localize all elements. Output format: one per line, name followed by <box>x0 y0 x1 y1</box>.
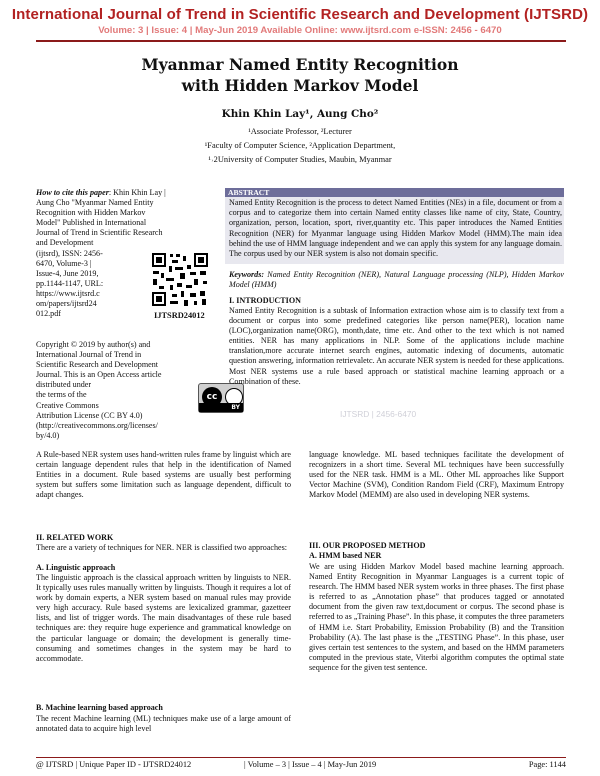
proposed-method-heading: III. OUR PROPOSED METHOD <box>309 541 426 550</box>
authors: Khin Khin Lay¹, Aung Cho² <box>221 108 379 120</box>
copyright-line: Scientific Research and Development <box>36 360 159 370</box>
copyright-line: (http://creativecommons.org/licenses/ <box>36 420 158 430</box>
abstract-heading: ABSTRACT <box>225 188 564 197</box>
cc-by-badge: BY <box>199 403 243 412</box>
header-rule <box>36 40 566 42</box>
citation-line: and Development <box>36 238 94 248</box>
copyright-line: distributed under <box>36 380 92 390</box>
ml-approach-text: The recent Machine learning (ML) techniques make use of a large amount of annotated data to acquire high level <box>36 714 291 734</box>
citation-line: Aung Cho "Myanmar Named Entity <box>36 198 154 208</box>
citation-line: : Khin Khin Lay | <box>108 188 166 197</box>
footer-middle: | Volume – 3 | Issue – 4 | May-Jun 2019 <box>244 760 377 769</box>
citation-line: Journal of Trend in Scientific Research <box>36 228 163 238</box>
citation-line: Issue-4, June 2019, <box>36 268 99 278</box>
paper-title-line-2: with Hidden Markov Model <box>181 76 419 95</box>
cc-by-license-icon <box>198 383 244 413</box>
linguistic-approach-text: The linguistic approach is the classical approach written by linguists to NER. It typically uses rules manually written by linguists. Though it requires a lot of work by domain experts, a NER system based on manual rules may provide very high accuracy. Rule based systems are lexicalized grammar, gazetteer lists, and list of trigger words. The main disadvantages of these rule based techniques are: they require huge experience and grammatical knowledge on the particular language or domain; the development is generally time-consuming and sometimes changes in the system may be hard to accommodate. <box>36 573 291 663</box>
citation-line: 012.pdf <box>36 309 61 319</box>
volume-line: Volume: 3 | Issue: 4 | May-Jun 2019 Available Online: www.ijtsrd.com e-ISSN: 2456 - 6470 <box>98 25 502 36</box>
citation-line: pp.1144-1147, URL: <box>36 278 104 288</box>
citation-line: Recognition with Hidden Markov <box>36 208 146 218</box>
ml-approach-heading: B. Machine learning based approach <box>36 703 163 712</box>
keywords-label: Keywords: <box>229 270 265 279</box>
copyright-line: Attribution License (CC BY 4.0) <box>36 410 143 420</box>
citation-line: Model" Published in International <box>36 218 147 228</box>
keywords <box>229 270 564 290</box>
linguistic-approach-heading: A. Linguistic approach <box>36 563 116 572</box>
related-work-text: There are a variety of techniques for NER. NER is classified two approaches: <box>36 543 288 552</box>
copyright-line: Journal. This is an Open Access article <box>36 370 162 380</box>
paper-id-label: IJTSRD24012 <box>154 311 205 320</box>
paper-title-line-1: Myanmar Named Entity Recognition <box>141 55 459 74</box>
citation-line: (ijtsrd), ISSN: 2456- <box>36 248 103 258</box>
related-work-heading: II. RELATED WORK <box>36 533 114 542</box>
intro-text: Named Entity Recognition is a subtask of Information extraction whose aim is to classify text from a document or corpus into some predefined categories like person name(PER), location name (LOC),organization name(ORG), month,date, time etc. And other to the text which is not named entities. NER has many applications in NLP. Some of the applications include machine translation,more accurate internet search engines, automatic indexing of documents, automatic question answering, information retrievaletc. An accurate NER system is needed for these applications. Most NER systems use a rule based approach or statistical machine learning approach or a Combination of these. <box>229 306 564 386</box>
footer-page: Page: 1144 <box>528 760 566 769</box>
copyright-line: Creative Commons <box>36 400 99 410</box>
intro-heading: I. INTRODUCTION <box>229 296 301 305</box>
footer-rule <box>36 757 566 758</box>
citation-line: 6470, Volume-3 | <box>36 258 92 268</box>
copyright-line: Copyright © 2019 by author(s) and <box>36 340 151 349</box>
affiliation-line-2: ¹Faculty of Computer Science, ²Application Department, <box>204 141 396 150</box>
keywords-text: Named Entity Recognition (NER), Natural Language processing (NLP), Hidden Markov Model (HMM) <box>229 270 564 290</box>
watermark: IJTSRD | 2456-6470 <box>340 409 417 419</box>
abstract-text: Named Entity Recognition is the process to detect Named Entities (NEs) in a file, document or from a corpus and to categorize them into certain Named entity classes like name of city, State, Country, organization, person, location, sport, river,quantity etc. This paper introduces the Named Entities Recognition (NER) for Myanmar language using Hidden Markov Model (HMM).The main idea behind the use of HMM language independent and we can apply this system for any language domain. The corpus used by our NER system is also not domain specific. <box>229 198 562 259</box>
paper-title <box>0 54 600 96</box>
affiliation-line-1: ¹Associate Professor, ²Lecturer <box>248 127 352 136</box>
affiliation-line-3: ¹˒2University of Computer Studies, Maubin, Myanmar <box>208 155 392 164</box>
footer-left: @ IJTSRD | Unique Paper ID - IJTSRD24012 <box>36 760 192 769</box>
citation-line: om/papers/ijtsrd24 <box>36 299 97 309</box>
copyright-line: by/4.0) <box>36 430 60 440</box>
copyright-line: International Journal of Trend in <box>36 350 142 360</box>
ml-techniques-paragraph: language knowledge. ML based techniques facilitate the development of recognizers in a short time. Several ML techniques have been successfully used for the NER task. HMM is a ML. Other ML approaches like Support Vector Machine (SVM), Condition Random Field (CRF), Maximum Entropy Markov Model (MEMM) are also used in developing NER systems. <box>309 450 564 500</box>
copyright-line: the terms of the <box>36 390 87 400</box>
journal-title: International Journal of Trend in Scientific Research and Development (IJTSRD) <box>11 6 589 23</box>
rule-based-paragraph: A Rule-based NER system uses hand-written rules frame by linguist which are certain language dependent rules that help in the identification of Named Entities in a document. Rule based systems are usually best performing system but suffers some limitation such as language dependent, difficult to adapt changes. <box>36 450 291 500</box>
hmm-ner-heading: A. HMM based NER <box>309 551 382 560</box>
citation-line: https://www.ijtsrd.c <box>36 288 100 298</box>
cc-logo-icon: cc <box>202 387 222 407</box>
hmm-ner-text: We are using Hidden Markov Model based machine learning approach. Named Entity Recognition in Myanmar Languages is a current topic of research. The HMM based NER system works in three phases. The first phase is referred to as „Annotation phase” that produces tagged or annotated document from the given raw text,document or corpus. The second phase is referred to as „Training Phase”. In this phase, it computes the three parameters of HMM i.e. Start Probability, Emission Probability (B) and the Transition Probability (A). The last phase is the „TESTING Phase”. In this phase, user gives certain test sentences to the system, and based on the HMM parameters computed in the previous state, Viterbi algorithm computes the optimal state sequence for the given test sentence. <box>309 562 564 672</box>
qr-code-icon <box>150 251 210 308</box>
citation-label: How to cite this paper <box>36 188 109 197</box>
copyright-block <box>36 340 213 441</box>
